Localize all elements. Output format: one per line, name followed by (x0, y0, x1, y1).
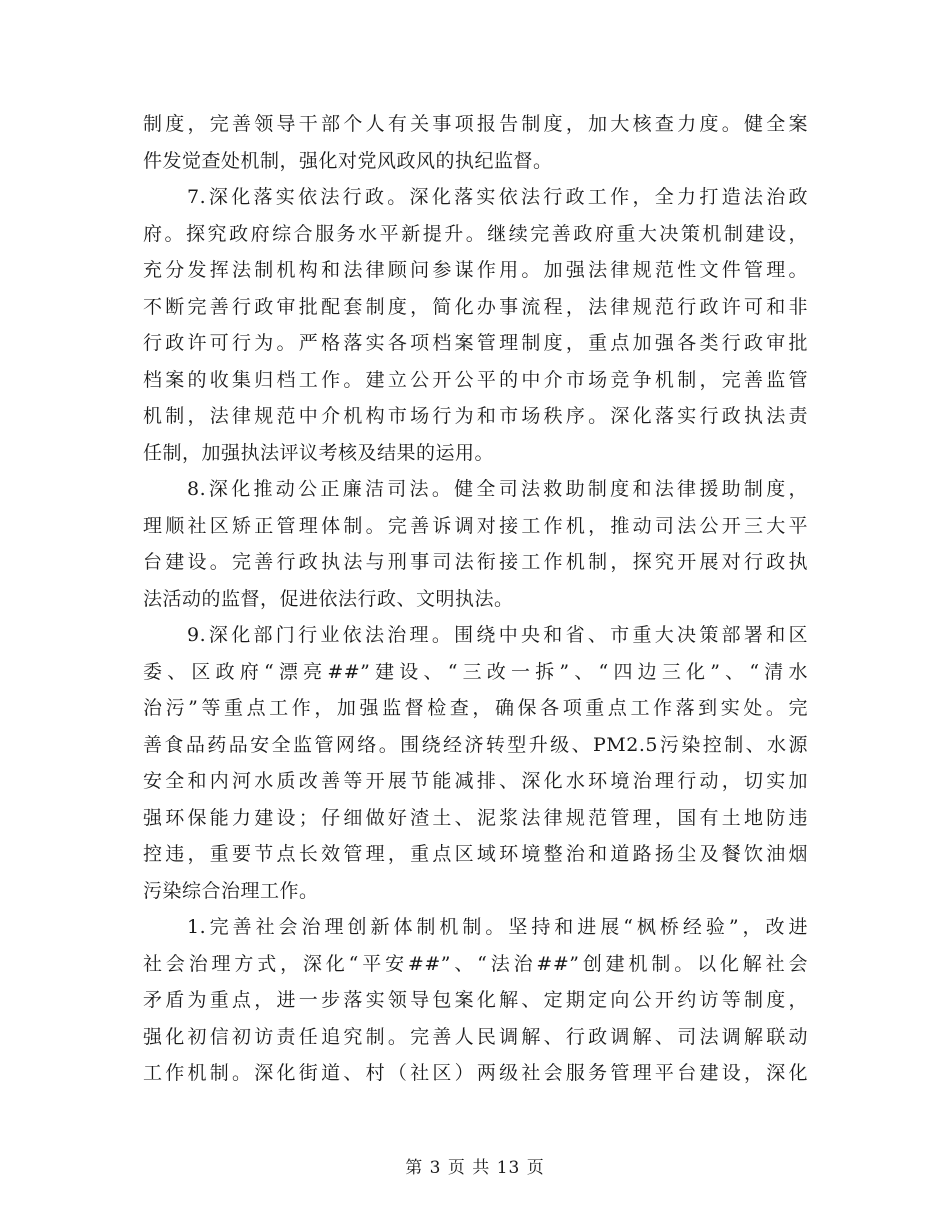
text-line: 制度，完善领导干部个人有关事项报告制度，加大核查力度。健全案 (143, 113, 808, 135)
text-line: 治污”等重点工作，加强监督检查，确保各项重点工作落到实处。完 (143, 697, 808, 719)
text-line: 强化初信初访责任追究制。完善人民调解、行政调解、司法调解联动 (143, 1025, 808, 1048)
text-line: 件发觉查处机制，强化对党风政风的执纪监督。 (143, 149, 553, 172)
paragraph (143, 179, 808, 471)
paragraph (143, 106, 808, 179)
text-line: 善食品药品安全监管网络。围绕经济转型升级、PM2.5污染控制、水源 (143, 733, 808, 756)
paragraph (143, 471, 808, 617)
text-line: 8.深化推动公正廉洁司法。健全司法救助制度和法律援助制度， (187, 478, 808, 500)
paragraph (143, 617, 808, 909)
text-line: 档案的收集归档工作。建立公开公平的中介市场竞争机制，完善监管 (143, 368, 808, 391)
text-line: 1.完善社会治理创新体制机制。坚持和进展“枫桥经验”，改进 (187, 916, 808, 938)
text-line: 矛盾为重点，进一步落实领导包案化解、定期定向公开约访等制度， (143, 989, 808, 1011)
text-line: 7.深化落实依法行政。深化落实依法行政工作，全力打造法治政 (187, 186, 808, 208)
paragraph (143, 909, 808, 1092)
text-line: 台建设。完善行政执法与刑事司法衔接工作机制，探究开展对行政执 (143, 551, 808, 573)
text-line: 控违，重要节点长效管理，重点区域环境整治和道路扬尘及餐饮油烟 (143, 843, 808, 865)
text-line: 充分发挥法制机构和法律顾问参谋作用。加强法律规范性文件管理。 (143, 259, 808, 281)
text-line: 9.深化部门行业依法治理。围绕中央和省、市重大决策部署和区 (187, 624, 808, 646)
text-line: 不断完善行政审批配套制度，简化办事流程，法律规范行政许可和非 (143, 295, 808, 318)
text-line: 法活动的监督，促进依法行政、文明执法。 (143, 587, 514, 610)
text-line: 社会治理方式，深化“平安##”、“法治##”创建机制。以化解社会 (143, 952, 808, 975)
text-line: 安全和内河水质改善等开展节能减排、深化水环境治理行动，切实加 (143, 770, 808, 792)
text-line: 机制，法律规范中介机构市场行为和市场秩序。深化落实行政执法责 (143, 405, 808, 427)
text-line: 理顺社区矫正管理体制。完善诉调对接工作机，推动司法公开三大平 (143, 514, 808, 537)
text-line: 工作机制。深化街道、村（社区）两级社会服务管理平台建设，深化 (143, 1062, 808, 1084)
text-line: 行政许可行为。严格落实各项档案管理制度，重点加强各类行政审批 (143, 332, 808, 354)
page-number: 第 3 页 共 13 页 (405, 1158, 545, 1178)
text-line: 任制，加强执法评议考核及结果的运用。 (143, 441, 495, 464)
text-line: 污染综合治理工作。 (143, 879, 319, 902)
text-line: 府。探究政府综合服务水平新提升。继续完善政府重大决策机制建设， (143, 222, 808, 245)
document-body (143, 106, 808, 1092)
text-line: 强环保能力建设；仔细做好渣土、泥浆法律规范管理，国有土地防违 (143, 806, 808, 829)
text-line: 委、区政府“漂亮##”建设、“三改一拆”、“四边三化”、“清水 (143, 660, 808, 683)
